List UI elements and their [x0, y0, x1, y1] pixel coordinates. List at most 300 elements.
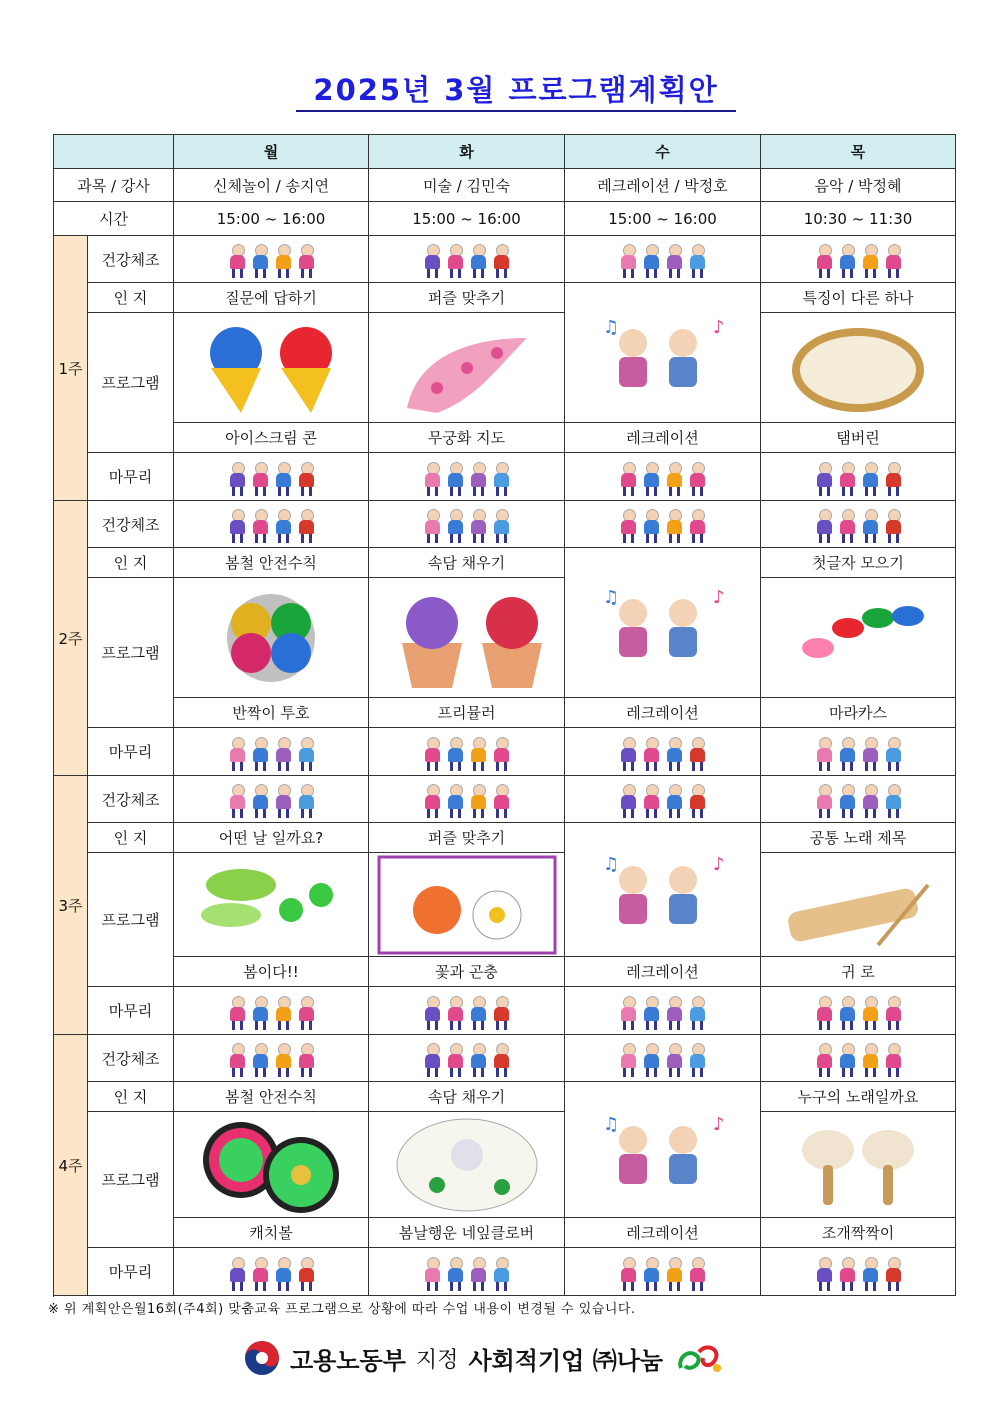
elderly-person-icon [687, 996, 707, 1030]
elderly-person-icon [445, 1043, 465, 1077]
program-image-cell [369, 853, 565, 957]
cognition-cell: 퍼즐 맞추기 [369, 823, 565, 853]
nanum-logo-icon [673, 1338, 725, 1378]
exercise-figures [369, 458, 564, 496]
elderly-person-icon [468, 737, 488, 771]
subject-cell: 미술 / 김민숙 [369, 169, 565, 202]
exercise-cell [565, 236, 761, 283]
exercise-figures [565, 505, 760, 543]
elderly-person-icon [491, 462, 511, 496]
elderly-person-icon [227, 1257, 247, 1291]
cognition-cell: 특징이 다른 하나 [761, 283, 956, 313]
elderly-person-icon [250, 1043, 270, 1077]
exercise-figures [369, 1253, 564, 1291]
exercise-cell [565, 1035, 761, 1082]
elderly-person-icon [445, 462, 465, 496]
rose-of-sharon-map-image [369, 318, 564, 418]
time-label: 시간 [54, 202, 174, 236]
elderly-person-icon [664, 244, 684, 278]
elderly-person-icon [250, 462, 270, 496]
elderly-person-icon [814, 244, 834, 278]
program-image-cell [174, 578, 369, 698]
elderly-person-icon [618, 509, 638, 543]
program-name-cell: 귀 로 [761, 957, 956, 987]
elderly-person-icon [445, 737, 465, 771]
elderly-person-icon [296, 1257, 316, 1291]
elderly-person-icon [687, 509, 707, 543]
program-schedule-table [53, 134, 956, 1296]
program-name-cell: 탬버린 [761, 423, 956, 453]
recreation-dancing-image [565, 573, 760, 673]
elderly-person-icon [273, 784, 293, 818]
elderly-person-icon [468, 1257, 488, 1291]
closing-cell [761, 1248, 956, 1296]
elderly-person-icon [664, 996, 684, 1030]
exercise-cell [369, 236, 565, 283]
exercise-figures [174, 505, 368, 543]
elderly-person-icon [883, 462, 903, 496]
elderly-person-icon [814, 462, 834, 496]
elderly-person-icon [296, 509, 316, 543]
exercise-label: 건강체조 [88, 501, 174, 548]
cognition-cell: 누구의 노래일까요 [761, 1082, 956, 1112]
exercise-figures [761, 1039, 955, 1077]
elderly-person-icon [422, 509, 442, 543]
elderly-person-icon [250, 784, 270, 818]
week-label: 2주 [54, 501, 88, 776]
elderly-person-icon [860, 784, 880, 818]
elderly-person-icon [273, 509, 293, 543]
elderly-person-icon [814, 1257, 834, 1291]
elderly-person-icon [641, 462, 661, 496]
exercise-figures [761, 733, 955, 771]
elderly-person-icon [491, 784, 511, 818]
elderly-person-icon [687, 1257, 707, 1291]
elderly-person-icon [422, 1043, 442, 1077]
elderly-person-icon [883, 509, 903, 543]
cognition-cell: 속담 채우기 [369, 1082, 565, 1112]
closing-cell [174, 1248, 369, 1296]
exercise-cell [369, 1035, 565, 1082]
exercise-cell [174, 776, 369, 823]
svg-text:♫: ♫ [602, 316, 619, 338]
cognition-cell: 속담 채우기 [369, 548, 565, 578]
exercise-figures [565, 240, 760, 278]
exercise-figures [174, 458, 368, 496]
exercise-figures [565, 733, 760, 771]
elderly-person-icon [273, 244, 293, 278]
closing-label: 마무리 [88, 987, 174, 1035]
elderly-person-icon [422, 996, 442, 1030]
program-name-cell: 레크레이션 [565, 1218, 761, 1248]
program-image-cell [565, 548, 761, 698]
exercise-figures [761, 458, 955, 496]
closing-cell [565, 453, 761, 501]
program-name-cell: 꽃과 곤충 [369, 957, 565, 987]
day-header: 목 [761, 135, 956, 169]
exercise-cell [565, 776, 761, 823]
footnote: ※ 위 계획안은월16회(주4회) 맞춤교육 프로그램으로 상황에 따라 수업 내용이 변경될 수 있습니다. [48, 1302, 636, 1317]
closing-cell [369, 728, 565, 776]
elderly-person-icon [296, 996, 316, 1030]
elderly-person-icon [422, 244, 442, 278]
exercise-cell [761, 501, 956, 548]
exercise-figures [369, 240, 564, 278]
program-name-cell: 레크레이션 [565, 698, 761, 728]
elderly-person-icon [445, 509, 465, 543]
elderly-person-icon [468, 244, 488, 278]
svg-text:♪: ♪ [712, 853, 724, 875]
elderly-person-icon [860, 1043, 880, 1077]
subject-label: 과목 / 강사 [54, 169, 174, 202]
elderly-person-icon [445, 784, 465, 818]
catch-ball-image [174, 1115, 368, 1215]
elderly-person-icon [468, 996, 488, 1030]
subject-cell: 음악 / 박정혜 [761, 169, 956, 202]
elderly-person-icon [837, 509, 857, 543]
closing-cell [369, 453, 565, 501]
elderly-person-icon [687, 784, 707, 818]
elderly-person-icon [468, 784, 488, 818]
exercise-label: 건강체조 [88, 776, 174, 823]
week-label: 4주 [54, 1035, 88, 1296]
exercise-figures [369, 733, 564, 771]
svg-text:♪: ♪ [712, 586, 724, 608]
elderly-person-icon [664, 784, 684, 818]
program-name-cell: 마라카스 [761, 698, 956, 728]
elderly-person-icon [250, 737, 270, 771]
clam-castanet-image [761, 1115, 955, 1215]
exercise-figures [761, 505, 955, 543]
elderly-person-icon [445, 1257, 465, 1291]
elderly-person-icon [618, 737, 638, 771]
program-image-cell [761, 578, 956, 698]
exercise-figures [369, 780, 564, 818]
exercise-figures [761, 1253, 955, 1291]
program-label: 프로그램 [88, 578, 174, 728]
elderly-person-icon [837, 996, 857, 1030]
day-header: 월 [174, 135, 369, 169]
elderly-person-icon [664, 1043, 684, 1077]
exercise-cell [174, 501, 369, 548]
program-name-cell: 조개짝짝이 [761, 1218, 956, 1248]
elderly-person-icon [468, 1043, 488, 1077]
cognition-cell: 봄철 안전수칙 [174, 1082, 369, 1112]
four-leaf-clover-image [369, 1115, 564, 1215]
elderly-person-icon [296, 784, 316, 818]
closing-cell [761, 728, 956, 776]
exercise-figures [174, 1039, 368, 1077]
exercise-figures [369, 1039, 564, 1077]
exercise-figures [565, 458, 760, 496]
svg-text:♫: ♫ [602, 853, 619, 875]
closing-cell [174, 453, 369, 501]
subject-cell: 레크레이션 / 박정호 [565, 169, 761, 202]
cognition-cell: 공통 노래 제목 [761, 823, 956, 853]
elderly-person-icon [445, 244, 465, 278]
elderly-person-icon [883, 1257, 903, 1291]
closing-label: 마무리 [88, 453, 174, 501]
elderly-person-icon [250, 244, 270, 278]
time-cell: 10:30 ~ 11:30 [761, 202, 956, 236]
elderly-person-icon [641, 1043, 661, 1077]
elderly-person-icon [227, 784, 247, 818]
pompom-toss-image [174, 588, 368, 688]
exercise-figures [174, 733, 368, 771]
time-cell: 15:00 ~ 16:00 [369, 202, 565, 236]
week-label: 3주 [54, 776, 88, 1035]
closing-cell [565, 987, 761, 1035]
program-name-cell: 캐치볼 [174, 1218, 369, 1248]
elderly-person-icon [814, 784, 834, 818]
elderly-person-icon [860, 509, 880, 543]
closing-cell [369, 1248, 565, 1296]
elderly-person-icon [422, 462, 442, 496]
elderly-person-icon [445, 996, 465, 1030]
exercise-label: 건강체조 [88, 236, 174, 283]
lily-pad-frog-image [174, 855, 368, 955]
svg-text:♪: ♪ [712, 1113, 724, 1135]
elderly-person-icon [664, 462, 684, 496]
ministry-name: 고용노동부 [290, 1346, 406, 1375]
elderly-person-icon [814, 996, 834, 1030]
exercise-cell [369, 501, 565, 548]
svg-text:♫: ♫ [602, 1113, 619, 1135]
elderly-person-icon [618, 244, 638, 278]
elderly-person-icon [860, 462, 880, 496]
taegeuk-emblem-icon [244, 1340, 280, 1376]
week-label: 1주 [54, 236, 88, 501]
exercise-figures [761, 992, 955, 1030]
elderly-person-icon [618, 996, 638, 1030]
program-image-cell [369, 313, 565, 423]
elderly-person-icon [860, 244, 880, 278]
cognition-label: 인 지 [88, 1082, 174, 1112]
elderly-person-icon [641, 244, 661, 278]
exercise-cell [761, 1035, 956, 1082]
elderly-person-icon [687, 244, 707, 278]
elderly-person-icon [227, 737, 247, 771]
elderly-person-icon [273, 996, 293, 1030]
exercise-figures [369, 505, 564, 543]
elderly-person-icon [296, 244, 316, 278]
elderly-person-icon [837, 784, 857, 818]
cognition-cell: 질문에 답하기 [174, 283, 369, 313]
program-name-cell: 봄이다!! [174, 957, 369, 987]
elderly-person-icon [227, 996, 247, 1030]
elderly-person-icon [250, 1257, 270, 1291]
program-image-cell [174, 1112, 369, 1218]
tambourine-image [761, 318, 955, 418]
program-label: 프로그램 [88, 853, 174, 987]
elderly-person-icon [491, 737, 511, 771]
elderly-person-icon [273, 462, 293, 496]
cognition-cell: 퍼즐 맞추기 [369, 283, 565, 313]
elderly-person-icon [837, 737, 857, 771]
cognition-label: 인 지 [88, 283, 174, 313]
cognition-cell: 봄철 안전수칙 [174, 548, 369, 578]
closing-cell [174, 987, 369, 1035]
exercise-figures [761, 780, 955, 818]
elderly-person-icon [814, 1043, 834, 1077]
exercise-label: 건강체조 [88, 1035, 174, 1082]
exercise-cell [369, 776, 565, 823]
primula-flower-image [369, 588, 564, 688]
elderly-person-icon [250, 509, 270, 543]
elderly-person-icon [860, 996, 880, 1030]
exercise-figures [565, 1039, 760, 1077]
elderly-person-icon [468, 509, 488, 543]
program-name-cell: 레크레이션 [565, 957, 761, 987]
elderly-person-icon [422, 737, 442, 771]
time-cell: 15:00 ~ 16:00 [174, 202, 369, 236]
elderly-person-icon [883, 737, 903, 771]
program-name-cell: 봄날행운 네잎클로버 [369, 1218, 565, 1248]
recreation-elderly-image [565, 1100, 760, 1200]
guiro-image [761, 855, 955, 955]
ice-cream-cone-image [174, 318, 368, 418]
elderly-person-icon [641, 509, 661, 543]
elderly-person-icon [422, 1257, 442, 1291]
exercise-figures [565, 992, 760, 1030]
elderly-person-icon [814, 737, 834, 771]
elderly-person-icon [227, 462, 247, 496]
closing-cell [565, 728, 761, 776]
program-image-cell [761, 313, 956, 423]
elderly-person-icon [883, 996, 903, 1030]
elderly-person-icon [296, 737, 316, 771]
elderly-person-icon [273, 1043, 293, 1077]
elderly-person-icon [296, 462, 316, 496]
elderly-person-icon [491, 509, 511, 543]
elderly-person-icon [641, 784, 661, 818]
elderly-person-icon [227, 244, 247, 278]
elderly-person-icon [687, 1043, 707, 1077]
program-name-cell: 반짝이 투호 [174, 698, 369, 728]
cognition-label: 인 지 [88, 548, 174, 578]
elderly-person-icon [883, 244, 903, 278]
elderly-person-icon [491, 244, 511, 278]
elderly-person-icon [860, 1257, 880, 1291]
exercise-figures [174, 780, 368, 818]
program-label: 프로그램 [88, 1112, 174, 1248]
elderly-person-icon [250, 996, 270, 1030]
recreation-singing-image [565, 840, 760, 940]
closing-cell [174, 728, 369, 776]
program-image-cell [174, 853, 369, 957]
program-image-cell [565, 1082, 761, 1218]
program-image-cell [174, 313, 369, 423]
elderly-person-icon [837, 1043, 857, 1077]
exercise-figures [565, 780, 760, 818]
program-image-cell [369, 578, 565, 698]
enterprise-name: 사회적기업 ㈜나눔 [468, 1346, 664, 1375]
exercise-figures [174, 240, 368, 278]
cognition-cell: 첫글자 모으기 [761, 548, 956, 578]
program-image-cell [761, 1112, 956, 1218]
program-name-cell: 무궁화 지도 [369, 423, 565, 453]
elderly-person-icon [227, 509, 247, 543]
day-header: 화 [369, 135, 565, 169]
closing-label: 마무리 [88, 1248, 174, 1296]
elderly-person-icon [664, 737, 684, 771]
maracas-image [761, 588, 955, 688]
svg-text:♪: ♪ [712, 316, 724, 338]
program-image-cell [565, 823, 761, 957]
elderly-person-icon [664, 509, 684, 543]
elderly-person-icon [837, 462, 857, 496]
elderly-person-icon [618, 1043, 638, 1077]
elderly-person-icon [273, 737, 293, 771]
elderly-person-icon [860, 737, 880, 771]
program-image-cell [761, 853, 956, 957]
footer-logo [244, 1336, 725, 1380]
elderly-person-icon [837, 1257, 857, 1291]
exercise-figures [174, 1253, 368, 1291]
elderly-person-icon [422, 784, 442, 818]
program-name-cell: 아이스크림 콘 [174, 423, 369, 453]
program-label: 프로그램 [88, 313, 174, 453]
elderly-person-icon [641, 996, 661, 1030]
program-image-cell [565, 283, 761, 423]
elderly-person-icon [687, 737, 707, 771]
elderly-person-icon [814, 509, 834, 543]
elderly-person-icon [491, 1043, 511, 1077]
exercise-cell [565, 501, 761, 548]
elderly-person-icon [641, 737, 661, 771]
subject-cell: 신체놀이 / 송지연 [174, 169, 369, 202]
time-cell: 15:00 ~ 16:00 [565, 202, 761, 236]
cognition-label: 인 지 [88, 823, 174, 853]
svg-text:♫: ♫ [602, 586, 619, 608]
elderly-person-icon [618, 1257, 638, 1291]
exercise-cell [174, 1035, 369, 1082]
closing-cell [761, 453, 956, 501]
page-title: 2025년 3월 프로그램계획안 [296, 70, 736, 112]
program-name-cell: 레크레이션 [565, 423, 761, 453]
cognition-cell: 어떤 날 일까요? [174, 823, 369, 853]
elderly-person-icon [883, 784, 903, 818]
exercise-cell [761, 776, 956, 823]
elderly-person-icon [227, 1043, 247, 1077]
elderly-person-icon [491, 996, 511, 1030]
elderly-person-icon [687, 462, 707, 496]
elderly-person-icon [618, 784, 638, 818]
elderly-person-icon [837, 244, 857, 278]
closing-cell [565, 1248, 761, 1296]
exercise-cell [174, 236, 369, 283]
closing-label: 마무리 [88, 728, 174, 776]
recreation-singing-image [565, 303, 760, 403]
program-image-cell [369, 1112, 565, 1218]
elderly-person-icon [491, 1257, 511, 1291]
designated-text: 지정 [415, 1347, 459, 1373]
exercise-figures [565, 1253, 760, 1291]
flower-insect-image [369, 855, 564, 955]
elderly-person-icon [618, 462, 638, 496]
elderly-person-icon [641, 1257, 661, 1291]
elderly-person-icon [883, 1043, 903, 1077]
elderly-person-icon [296, 1043, 316, 1077]
program-name-cell: 프리뮬러 [369, 698, 565, 728]
elderly-person-icon [273, 1257, 293, 1291]
elderly-person-icon [664, 1257, 684, 1291]
day-header: 수 [565, 135, 761, 169]
closing-cell [369, 987, 565, 1035]
closing-cell [761, 987, 956, 1035]
exercise-cell [761, 236, 956, 283]
corner-cell [54, 135, 174, 169]
